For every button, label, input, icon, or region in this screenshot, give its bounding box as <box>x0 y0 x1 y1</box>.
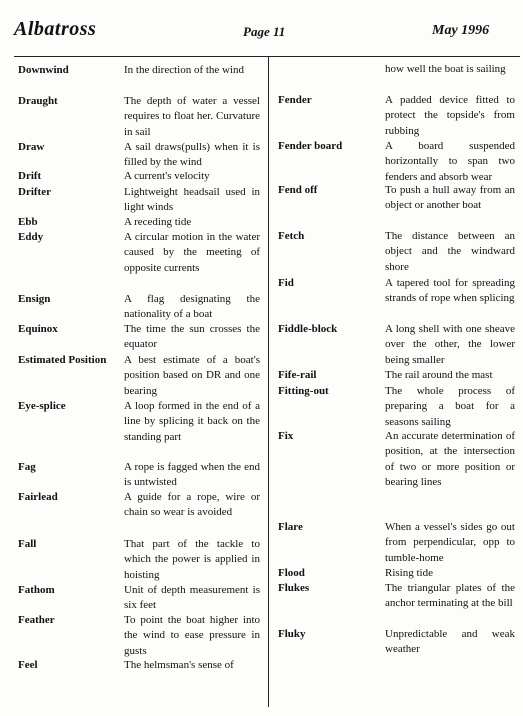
glossary-definition: To push a hull away from an object or another boat <box>385 184 515 212</box>
glossary-definition: A flag designating the nationality of a boat <box>124 293 260 321</box>
glossary-term: Ebb <box>18 216 38 228</box>
header-rule <box>14 56 520 57</box>
glossary-definition: To point the boat higher into the wind to ease pressure in gusts <box>124 614 260 657</box>
issue-date: May 1996 <box>432 23 490 38</box>
glossary-definition: A rope is fagged when the end is untwisted <box>124 461 260 489</box>
glossary-term: Feel <box>18 659 38 671</box>
glossary-term: Flare <box>278 521 303 533</box>
glossary-definition: Lightweight headsail used in light winds <box>124 186 260 214</box>
glossary-definition: In the direction of the wind <box>124 64 245 76</box>
glossary-definition: A tapered tool for spreading strands of rope when splicing <box>385 277 515 305</box>
glossary-term: Feather <box>18 614 55 626</box>
glossary-definition: A receding tide <box>124 216 192 228</box>
glossary-term: Flukes <box>278 582 310 594</box>
glossary-term: Fluky <box>278 628 306 640</box>
publication-title: Albatross <box>14 18 97 40</box>
glossary-term: Eddy <box>18 231 44 243</box>
glossary-definition: That part of the tackle to which the power is applied in hoisting <box>124 538 260 581</box>
glossary-definition: how well the boat is sailing <box>385 63 506 75</box>
column-divider <box>268 57 269 707</box>
glossary-definition: A current's velocity <box>124 170 210 182</box>
glossary-definition: Unit of depth measurement is six feet <box>124 584 260 612</box>
glossary-term: Fetch <box>278 230 305 242</box>
glossary-definition: The depth of water a vessel requires to float her. Curvature in sail <box>124 95 260 138</box>
glossary-term: Fitting-out <box>278 385 329 397</box>
glossary-term: Drifter <box>18 186 51 198</box>
glossary-definition: A best estimate of a boat's position based on DR and one bearing <box>124 354 260 397</box>
glossary-definition: The time the sun crosses the equator <box>124 323 260 351</box>
glossary-term: Fend off <box>278 184 318 196</box>
glossary-definition: A guide for a rope, wire or chain so wear is avoided <box>124 491 260 519</box>
glossary-term: Estimated Position <box>18 354 107 366</box>
glossary-definition: The triangular plates of the anchor terminating at the bill <box>385 582 515 610</box>
glossary-term: Fairlead <box>18 491 58 503</box>
glossary-term: Draw <box>18 141 45 153</box>
glossary-definition: Rising tide <box>385 567 433 579</box>
glossary-term: Fender <box>278 94 312 106</box>
glossary-definition: The whole process of preparing a boat for a seasons sailing <box>385 385 515 428</box>
glossary-term: Fender board <box>278 140 343 152</box>
glossary-term: Downwind <box>18 64 69 76</box>
glossary-term: Fife-rail <box>278 369 317 381</box>
glossary-term: Fiddle-block <box>278 323 338 335</box>
glossary-definition: When a vessel's sides go out from perpendicular, opp to tumble-home <box>385 521 515 564</box>
glossary-definition: A long shell with one sheave over the other, the lower being smaller <box>385 323 515 366</box>
glossary-definition: The rail around the mast <box>385 369 493 381</box>
glossary-term: Fid <box>278 277 294 289</box>
glossary-definition: The helmsman's sense of <box>124 659 234 671</box>
glossary-term: Fag <box>18 461 36 473</box>
glossary-definition: A sail draws(pulls) when it is filled by the wind <box>124 141 260 169</box>
glossary-term: Eye-splice <box>18 400 66 412</box>
glossary-term: Fathom <box>18 584 55 596</box>
glossary-term: Draught <box>18 95 58 107</box>
glossary-definition: A circular motion in the water caused by the meeting of opposite currents <box>124 231 260 274</box>
glossary-definition: A board suspended horizontally to span two fenders and absorb wear <box>385 140 515 183</box>
glossary-definition: The distance between an object and the windward shore <box>385 230 515 273</box>
glossary-definition: An accurate determination of position, at the intersection of two or more position or bearing lines <box>385 430 515 488</box>
glossary-term: Fall <box>18 538 37 550</box>
glossary-term: Drift <box>18 170 42 182</box>
glossary-term: Equinox <box>18 323 58 335</box>
glossary-definition: A padded device fitted to protect the topside's from rubbing <box>385 94 515 137</box>
glossary-term: Flood <box>278 567 305 579</box>
glossary-term: Ensign <box>18 293 51 305</box>
page-number: Page 11 <box>243 24 286 39</box>
glossary-term: Fix <box>278 430 294 442</box>
glossary-definition: Unpredictable and weak weather <box>385 628 515 656</box>
glossary-definition: A loop formed in the end of a line by splicing it back on the standing part <box>124 400 260 443</box>
